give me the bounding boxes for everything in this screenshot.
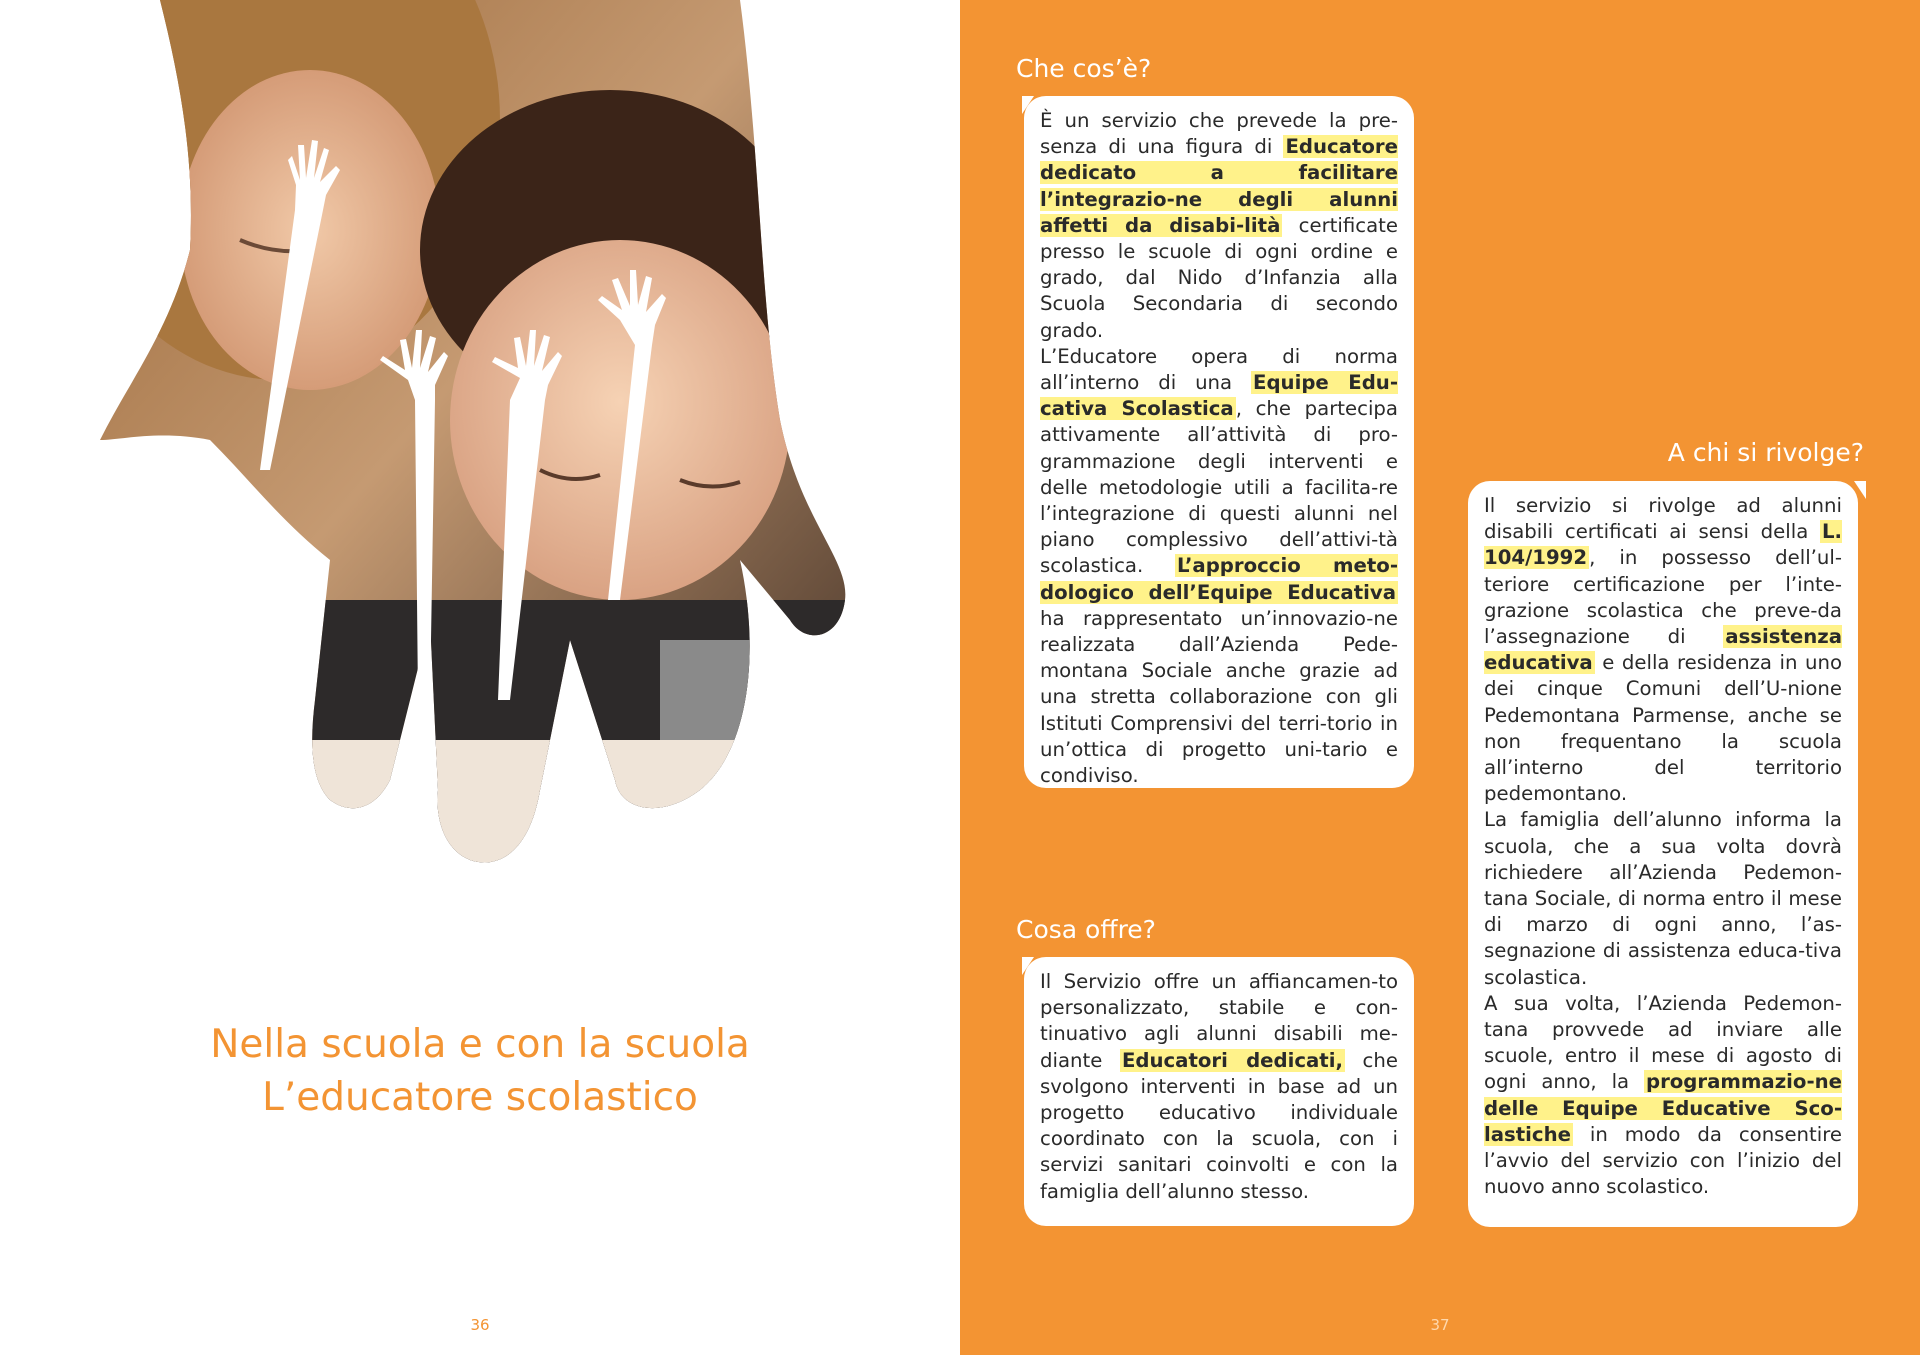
a-chi-paragraph-3 (1484, 991, 1842, 1201)
hand-photo-illustration (100, 0, 860, 880)
cover-title-line1: Nella scuola e con la scuola (210, 1022, 750, 1067)
text-run: Il servizio si rivolge ad alunni disabili certificati ai sensi della (1484, 494, 1842, 544)
text-run: L’Educatore opera di norma all’interno di una (1040, 344, 1398, 395)
bubble-cosa-offre (1024, 957, 1414, 1226)
bubble-a-chi (1468, 481, 1858, 1227)
text-run: in modo da consentire l’avvio del servizio con l’inizio del nuovo anno scolastico. (1484, 1122, 1842, 1199)
page-number-right: 37 (1430, 1316, 1450, 1334)
text-run: e della residenza in uno dei cinque Comuni dell’U-nione Pedemontana Parmense, anche se non frequentano la scuola all’interno del territorio pedemontano. (1484, 651, 1842, 806)
bubble-che-cose (1024, 96, 1414, 788)
a-chi-paragraph-2: La famiglia dell’alunno informa la scuola, che a sua volta dovrà richiedere all’Azienda Pedemon-tana Sociale, di norma entro il mese di marzo di ogni anno, l’as-segnazione di assistenza educa-tiva scolastica. (1484, 808, 1842, 989)
text-run: Il Servizio offre un affiancamen-to personalizzato, stabile e con-tinuativo agli alunni disabili me-diante (1040, 970, 1398, 1072)
text-run: ha rappresentato un’innovazio-ne realizzata dall’Azienda Pede-montana Sociale anche grazie ad una stretta collaborazione con gli Istituti Comprensivi del terri-torio in un’ottica di progetto uni-tario e condiviso. (1040, 606, 1398, 788)
cosa-offre-paragraph (1040, 969, 1398, 1205)
text-run: , in possesso dell’ul-teriore certificazione per l’inte-grazione scolastica che preve-da l’assegnazione di (1484, 546, 1842, 649)
che-cose-paragraph-2 (1040, 344, 1398, 789)
text-run: , che partecipa attivamente all’attività di pro-grammazione degli interventi e delle metodologie utili a facilita-re l’integrazione di questi alunni nel piano complessivo dell’attivi-tà scolastica. (1040, 397, 1398, 578)
a-chi-paragraph-1 (1484, 493, 1842, 807)
text-run: A sua volta, l’Azienda Pedemon-tana provvede ad inviare alle scuole, entro il mese di agosto di ogni anno, la (1484, 991, 1842, 1094)
highlight: L’approccio meto-dologico dell’Equipe Educativa (1040, 554, 1398, 604)
heading-che-cose: Che cos’è? (1016, 54, 1152, 83)
highlight: L. 104/1992 (1484, 520, 1842, 570)
highlight: Educatore dedicato a facilitare l’integrazio-ne degli alunni affetti da disabi-lità (1040, 135, 1398, 237)
cover-title-line2: L’educatore scolastico (262, 1075, 698, 1120)
highlight: programmazio-ne delle Equipe Educative Sco-lastiche (1484, 1070, 1842, 1146)
che-cose-paragraph-1 (1040, 108, 1398, 344)
highlight: Educatori dedicati, (1121, 1048, 1343, 1072)
highlight: assistenza educativa (1484, 625, 1842, 675)
page-number-left: 36 (470, 1316, 490, 1334)
right-page (960, 0, 1920, 1355)
text-run: È un servizio che prevede la pre-senza di una figura di (1040, 109, 1398, 159)
heading-cosa-offre: Cosa offre? (1016, 915, 1156, 944)
highlight: Equipe Edu-cativa Scolastica (1040, 371, 1398, 421)
text-run: che svolgono interventi in base ad un progetto educativo individuale coordinato con la scuola, con i servizi sanitari coinvolti e con la famiglia dell’alunno stesso. (1040, 1048, 1398, 1203)
text-run: certificate presso le scuole di ogni ordine e grado, dal Nido d’Infanzia alla Scuola Secondaria di secondo grado. (1040, 213, 1398, 342)
heading-a-chi: A chi si rivolge? (1667, 438, 1864, 467)
